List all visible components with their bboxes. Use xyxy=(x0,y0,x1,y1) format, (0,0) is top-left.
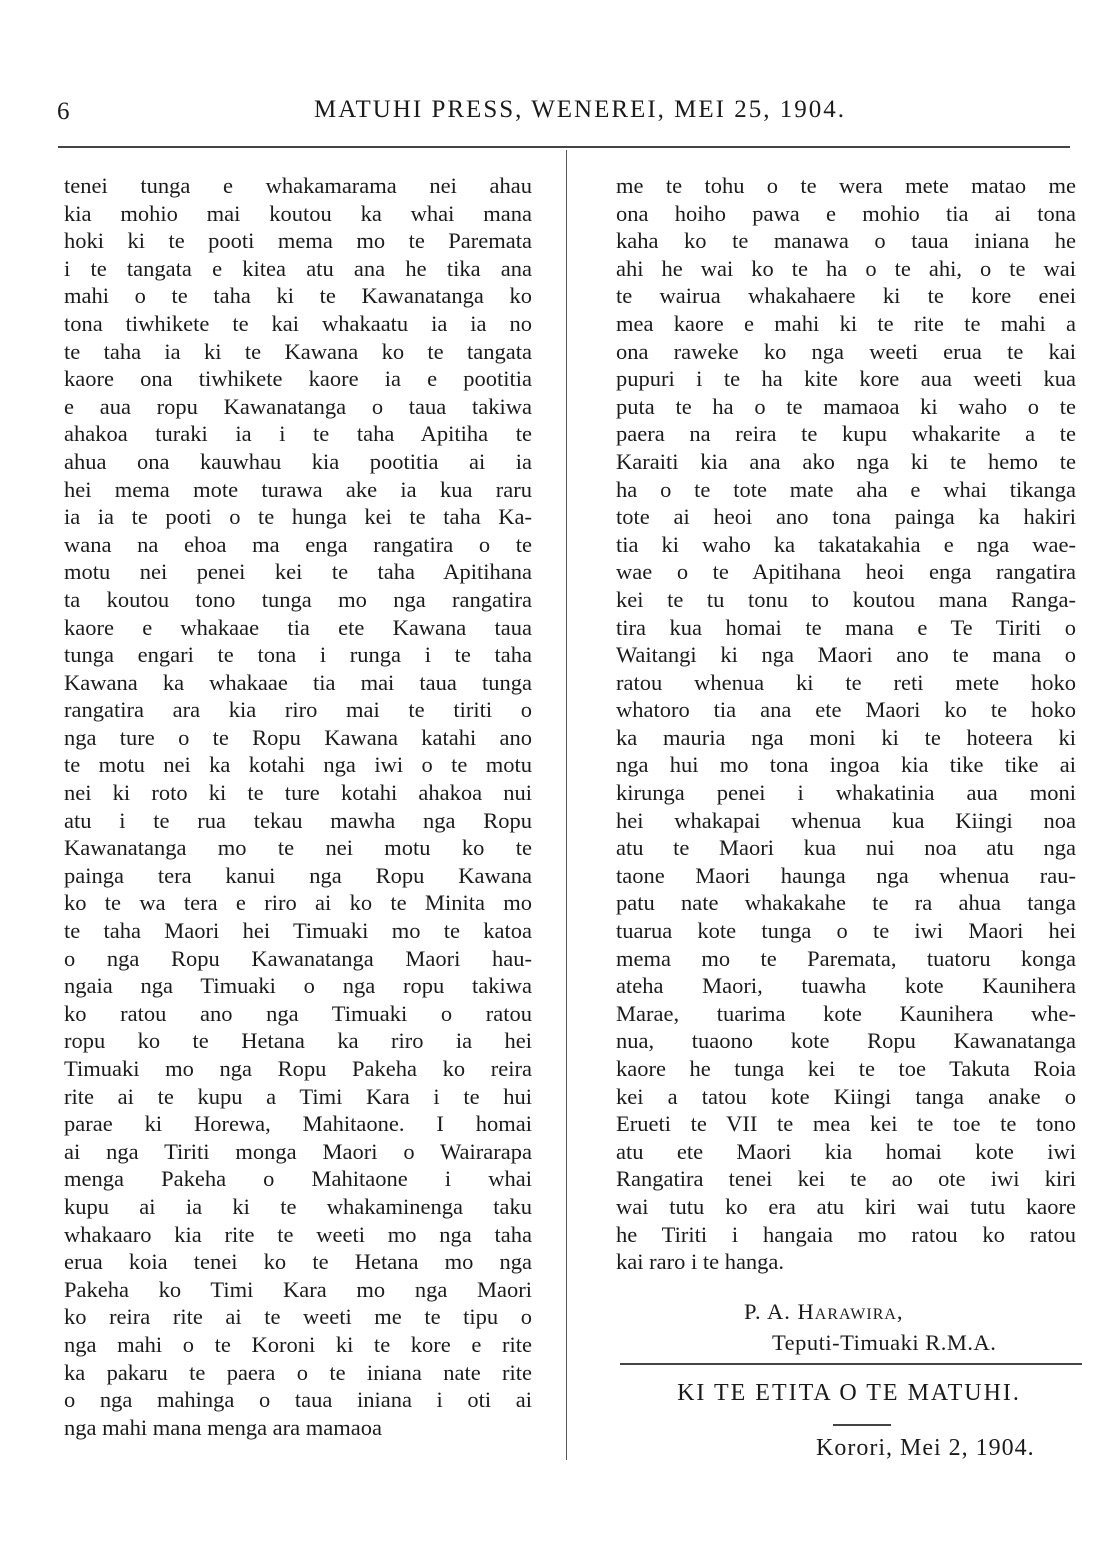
text-line: ka mauria nga moni ki te hoteera ki xyxy=(616,724,1076,750)
text-line: nga ture o te Ropu Kawana katahi ano xyxy=(64,724,532,750)
text-line: Kawana ka whakaae tia mai taua tunga xyxy=(64,669,532,695)
text-line: nga mahi o te Koroni ki te kore e rite xyxy=(64,1331,532,1357)
signature-name: P. A. Harawira, xyxy=(744,1299,904,1324)
text-line: ahi he wai ko te ha o te ahi, o te wai xyxy=(616,255,1076,281)
text-line: ko ratou ano nga Timuaki o ratou xyxy=(64,1000,532,1026)
text-line: nga mahi mana menga ara mamaoa xyxy=(64,1414,382,1440)
text-line: ahua ona kauwhau kia pootitia ai ia xyxy=(64,448,532,474)
text-line: kai raro i te hanga. xyxy=(616,1249,785,1275)
text-line: tunga engari te tona i runga i te taha xyxy=(64,642,532,668)
text-line: menga Pakeha o Mahitaone i whai xyxy=(64,1166,532,1192)
text-line: Kawanatanga mo te nei motu ko te xyxy=(64,835,532,861)
text-line: wai tutu ko era atu kiri wai tutu kaore xyxy=(616,1193,1076,1219)
text-line: e aua ropu Kawanatanga o taua takiwa xyxy=(64,393,532,419)
text-line: kia mohio mai koutou ka whai mana xyxy=(64,200,532,226)
text-line: Pakeha ko Timi Kara mo nga Maori xyxy=(64,1276,532,1302)
text-line: Erueti te VII te mea kei te toe te tono xyxy=(616,1111,1076,1137)
text-line: parae ki Horewa, Mahitaone. I homai xyxy=(64,1111,532,1137)
text-line: nua, tuaono kote Ropu Kawanatanga xyxy=(616,1028,1076,1054)
text-line: ta koutou tono tunga mo nga rangatira xyxy=(64,586,532,612)
text-line: tia ki waho ka takatakahia e nga wae- xyxy=(616,531,1076,557)
text-line: whakaaro kia rite te weeti mo nga taha xyxy=(64,1221,532,1247)
text-line: ka pakaru te paera o te iniana nate rite xyxy=(64,1359,532,1385)
header-rule xyxy=(58,146,1070,148)
text-line: puta te ha o te mamaoa ki waho o te xyxy=(616,393,1076,419)
text-line: hoki ki te pooti mema mo te Paremata xyxy=(64,228,532,254)
right-column xyxy=(616,172,1076,1276)
text-line: ha o te tote mate aha e whai tikanga xyxy=(616,476,1076,502)
text-line: ropu ko te Hetana ka riro ia hei xyxy=(64,1028,532,1054)
text-line: taone Maori haunga nga whenua rau- xyxy=(616,862,1076,888)
text-line: tira kua homai te mana e Te Tiriti o xyxy=(616,614,1076,640)
text-line: ona hoiho pawa e mohio tia ai tona xyxy=(616,200,1076,226)
text-line: patu nate whakakahe te ra ahua tanga xyxy=(616,890,1076,916)
text-line: nei ki roto ki te ture kotahi ahakoa nui xyxy=(64,780,532,806)
text-line: ia ia te pooti o te hunga kei te taha Ka- xyxy=(64,504,532,530)
text-line: mea kaore e mahi ki te rite te mahi a xyxy=(616,310,1076,336)
text-line: ko te wa tera e riro ai ko te Minita mo xyxy=(64,890,532,916)
text-line: kei te tu tonu to koutou mana Ranga- xyxy=(616,586,1076,612)
section-rule xyxy=(620,1363,1082,1365)
text-line: me te tohu o te wera mete matao me xyxy=(616,173,1076,198)
text-line: ai nga Tiriti monga Maori o Wairarapa xyxy=(64,1138,532,1164)
text-line: o nga Ropu Kawanatanga Maori hau- xyxy=(64,945,532,971)
text-line: ratou whenua ki te reti mete hoko xyxy=(616,669,1076,695)
text-line: ona raweke ko nga weeti erua te kai xyxy=(616,338,1076,364)
text-line: pupuri i te ha kite kore aua weeti kua xyxy=(616,366,1076,392)
text-line: atu ete Maori kia homai kote iwi xyxy=(616,1138,1076,1164)
left-column xyxy=(64,172,532,1441)
text-line: ko reira rite ai te weeti me te tipu o xyxy=(64,1304,532,1330)
text-line: te motu nei ka kotahi nga iwi o te motu xyxy=(64,752,532,778)
text-line: paera na reira te kupu whakarite a te xyxy=(616,421,1076,447)
text-line: tote ai heoi ano tona painga ka hakiri xyxy=(616,504,1076,530)
text-line: kaha ko te manawa o taua iniana he xyxy=(616,228,1076,254)
text-line: te taha ia ki te Kawana ko te tangata xyxy=(64,338,532,364)
text-line: o nga mahinga o taua iniana i oti ai xyxy=(64,1387,532,1413)
text-line: Timuaki mo nga Ropu Pakeha ko reira xyxy=(64,1056,532,1081)
page-header xyxy=(0,0,1114,140)
text-line: mahi o te taha ki te Kawanatanga ko xyxy=(64,283,532,309)
text-line: ahakoa turaki ia i te taha Apitiha te xyxy=(64,421,532,447)
short-rule xyxy=(833,1424,891,1426)
text-line: he Tiriti i hangaia mo ratou ko ratou xyxy=(616,1221,1076,1247)
text-line: wae o te Apitihana heoi enga rangatira xyxy=(616,559,1076,585)
text-line: i te tangata e kitea atu ana he tika ana xyxy=(64,255,532,281)
signature-block xyxy=(616,1296,1076,1358)
text-line: kaore he tunga kei te toe Takuta Roia xyxy=(616,1056,1076,1081)
section-dateline: Korori, Mei 2, 1904. xyxy=(816,1435,1035,1461)
text-line: atu i te rua tekau mawha nga Ropu xyxy=(64,807,532,833)
text-line: ngaia nga Timuaki o nga ropu takiwa xyxy=(64,973,532,999)
text-line: Marae, tuarima kote Kaunihera whe- xyxy=(616,1000,1076,1026)
text-line: wana na ehoa ma enga rangatira o te xyxy=(64,531,532,557)
text-line: Rangatira tenei kei te ao ote iwi kiri xyxy=(616,1166,1076,1192)
text-line: whatoro tia ana ete Maori ko te hoko xyxy=(616,697,1076,723)
masthead: MATUHI PRESS, WENEREI, MEI 25, 1904. xyxy=(314,96,846,123)
page-number: 6 xyxy=(57,98,71,125)
section-title: KI TE ETITA O TE MATUHI. xyxy=(677,1380,1021,1406)
text-line: nga hui mo tona ingoa kia tike tike ai xyxy=(616,752,1076,778)
text-line: mema mo te Paremata, tuatoru konga xyxy=(616,945,1076,971)
text-line: kupu ai ia ki te whakaminenga taku xyxy=(64,1193,532,1219)
text-line: Karaiti kia ana ako nga ki te hemo te xyxy=(616,448,1076,474)
column-divider xyxy=(566,150,567,1460)
text-line: motu nei penei kei te taha Apitihana xyxy=(64,559,532,585)
text-line: te taha Maori hei Timuaki mo te katoa xyxy=(64,918,532,944)
text-line: kaore ona tiwhikete kaore ia e pootitia xyxy=(64,366,532,392)
text-line: atu te Maori kua nui noa atu nga xyxy=(616,835,1076,861)
text-line: painga tera kanui nga Ropu Kawana xyxy=(64,862,532,888)
text-line: tenei tunga e whakamarama nei ahau xyxy=(64,173,532,198)
text-line: Waitangi ki nga Maori ano te mana o xyxy=(616,642,1076,668)
text-line: rite ai te kupu a Timi Kara i te hui xyxy=(64,1083,532,1109)
text-line: te wairua whakahaere ki te kore enei xyxy=(616,283,1076,309)
text-line: tuarua kote tunga o te iwi Maori hei xyxy=(616,918,1076,944)
text-line: kirunga penei i whakatinia aua moni xyxy=(616,780,1076,806)
text-line: hei mema mote turawa ake ia kua raru xyxy=(64,476,532,502)
text-line: kaore e whakaae tia ete Kawana taua xyxy=(64,614,532,640)
text-line: kei a tatou kote Kiingi tanga anake o xyxy=(616,1083,1076,1109)
text-line: hei whakapai whenua kua Kiingi noa xyxy=(616,807,1076,833)
text-line: rangatira ara kia riro mai te tiriti o xyxy=(64,697,532,723)
text-line: erua koia tenei ko te Hetana mo nga xyxy=(64,1249,532,1275)
signature-title: Teputi-Timuaki R.M.A. xyxy=(772,1330,997,1355)
text-line: tona tiwhikete te kai whakaatu ia ia no xyxy=(64,310,532,336)
text-line: ateha Maori, tuawha kote Kaunihera xyxy=(616,973,1076,999)
